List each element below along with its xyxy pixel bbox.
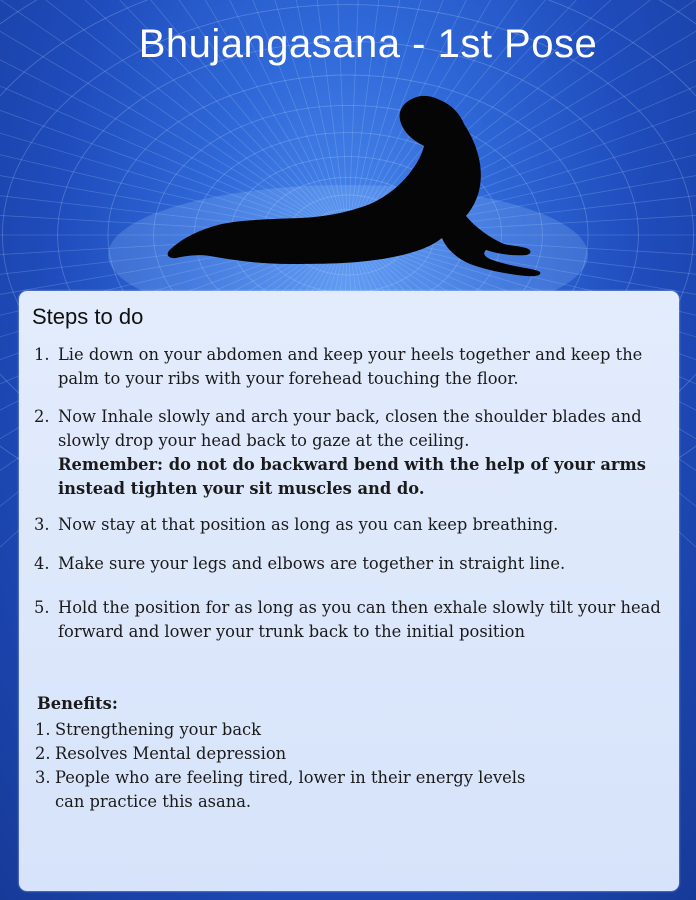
instructions-card <box>19 291 679 891</box>
step-number: 1. <box>34 345 50 364</box>
step-item <box>34 343 664 391</box>
step-reminder: Remember: do not do backward bend with the help of your arms instead tighten your sit muscles and do. <box>58 455 646 498</box>
benefit-text: Strengthening your back <box>55 720 262 739</box>
benefit-item <box>35 718 655 742</box>
benefit-item <box>35 742 655 766</box>
benefit-number: 1. <box>35 720 51 739</box>
step-text: Now Inhale slowly and arch your back, closen the shoulder blades and slowly drop your head back to gaze at the ceiling. <box>58 407 642 450</box>
benefits-section <box>35 692 655 814</box>
step-text: Make sure your legs and elbows are together in straight line. <box>58 554 566 573</box>
step-item <box>34 596 664 644</box>
step-text: Now stay at that position as long as you can keep breathing. <box>58 515 559 534</box>
step-item <box>34 405 664 501</box>
step-item <box>34 552 664 576</box>
benefits-heading: Benefits: <box>37 694 118 713</box>
page-title: Bhujangasana - 1st Pose <box>138 22 598 66</box>
benefit-number: 2. <box>35 744 51 763</box>
step-number: 4. <box>34 554 50 573</box>
step-number: 3. <box>34 515 50 534</box>
cobra-pose-silhouette-icon <box>160 88 550 288</box>
step-text-wrapper <box>58 405 664 501</box>
step-text: Lie down on your abdomen and keep your heels together and keep the palm to your ribs with your forehead touching the floor. <box>58 345 643 388</box>
step-number: 2. <box>34 407 50 426</box>
step-text: Hold the position for as long as you can then exhale slowly tilt your head forward and lower your trunk back to the initial position <box>58 598 661 641</box>
step-number: 5. <box>34 598 50 617</box>
step-item <box>34 513 664 537</box>
benefit-item <box>35 766 655 814</box>
benefit-text: Resolves Mental depression <box>55 744 287 763</box>
steps-heading: Steps to do <box>32 304 144 329</box>
benefit-text: People who are feeling tired, lower in their energy levels can practice this asana. <box>55 768 526 811</box>
benefit-number: 3. <box>35 768 51 787</box>
